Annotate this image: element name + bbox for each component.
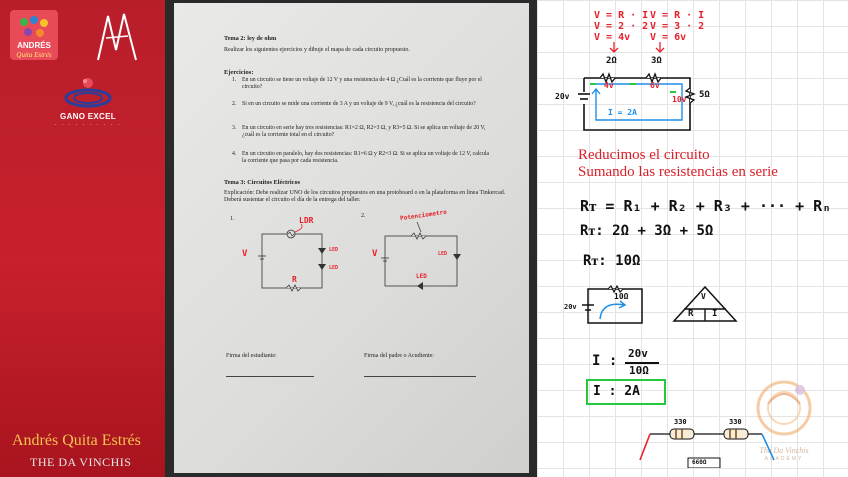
i-calc-numerator: 20v bbox=[628, 347, 648, 360]
formula-r2 bbox=[650, 10, 704, 43]
circuit2-diagram bbox=[369, 218, 479, 298]
signature-line bbox=[364, 376, 476, 377]
davinchis-logo-icon bbox=[744, 376, 824, 446]
exercise-item bbox=[232, 125, 492, 139]
watermark-sub: ACADEMY bbox=[764, 456, 804, 462]
partner-tagline: · · · · · · · · · · bbox=[54, 122, 122, 128]
formula-r1 bbox=[594, 10, 648, 43]
bottom-total-label: 660Ω bbox=[692, 459, 707, 466]
exercise-item bbox=[232, 151, 492, 165]
formula-line: V = 4v bbox=[594, 32, 631, 43]
signature-line bbox=[226, 376, 314, 377]
circuit2-v-label: V bbox=[372, 249, 378, 259]
exercise-number: 3. bbox=[232, 125, 237, 131]
series-v2-drop: 6v bbox=[650, 81, 660, 90]
exercises-label: Ejercicios: bbox=[224, 69, 254, 76]
reduced-circuit-diagram bbox=[578, 285, 648, 327]
formula-line: V = 6v bbox=[650, 32, 687, 43]
reduce-subheading: Sumando las resistencias en serie bbox=[578, 164, 778, 180]
signature-student: Firma del estudiante: bbox=[226, 353, 277, 359]
circuit2-number: 2. bbox=[361, 213, 366, 219]
davinchis-watermark bbox=[744, 376, 824, 468]
rt-formula: Rᴛ = R₁ + R₂ + R₃ + ··· + Rₙ bbox=[580, 197, 832, 215]
circuit1-number: 1. bbox=[230, 216, 235, 222]
brand-panel bbox=[0, 0, 165, 477]
series-current-label: I = 2A bbox=[608, 108, 637, 117]
circuit2-led1-label: LED bbox=[438, 251, 448, 257]
puzzle-icon bbox=[16, 14, 52, 40]
bottom-r2-label: 330 bbox=[729, 418, 742, 426]
i-calc-label: I : bbox=[592, 353, 618, 369]
formula-line: V = R · I bbox=[594, 10, 649, 21]
reduced-r-label: 10Ω bbox=[614, 292, 629, 301]
exercise-number: 4. bbox=[232, 151, 237, 157]
author-name: Andrés Quita Estrés bbox=[12, 432, 141, 449]
series-v3-drop: 10v bbox=[672, 95, 687, 104]
andres-logo bbox=[10, 10, 58, 60]
circuit1-ldr-label: LDR bbox=[299, 216, 314, 225]
exercise-text: En un circuito en serie hay tres resistencias: R1=2 Ω, R2=3 Ω, y R3=5 Ω. Si se aplica un voltaje de 20 V, ¿cuál es la corriente total en el circuito? bbox=[242, 125, 486, 138]
series-v1-drop: 4v bbox=[604, 81, 614, 90]
channel-name: THE DA VINCHIS bbox=[30, 455, 132, 469]
formula-line: V = R · I bbox=[650, 10, 705, 21]
exercise-text: En un circuito se tiene un voltaje de 12 V y una resistencia de 4 Ω ¿Cuál es la corriente que fluye por el circuito? bbox=[242, 77, 482, 90]
exercise-item bbox=[232, 101, 492, 108]
worksheet-page bbox=[174, 3, 529, 473]
signature-parent: Firma del padre o Acudiente: bbox=[364, 353, 434, 359]
circuit1-v-label: V bbox=[242, 249, 248, 259]
explanation: Explicación: Debe realizar UNO de los circuitos propuestos en una protoboard o en la plataforma en linea Tinkercad. Deberá sustentar el circuito el día de la entrega del taller. bbox=[224, 190, 506, 204]
series-r1-label: 2Ω bbox=[606, 56, 617, 66]
exercise-text: En un circuito en paralelo, hay dos resistencias: R1=6 Ω y R2=3 Ω. Si se aplica un voltaje de 12 V, calcula la corriente que pasa por cada resistencia. bbox=[242, 151, 490, 164]
series-r3-label: 5Ω bbox=[699, 90, 710, 100]
circuit2-pot-label: Potenciometro bbox=[399, 208, 448, 223]
triangle-r: R bbox=[688, 309, 694, 319]
logo-name-line2: Quita Estrés bbox=[16, 51, 52, 59]
topic3-title: Tema 3: Circuitos Eléctricos bbox=[224, 179, 301, 186]
i-result: I : 2A bbox=[593, 384, 640, 399]
circuit1-r-label: R bbox=[292, 275, 297, 284]
series-r2-label: 3Ω bbox=[651, 56, 662, 66]
exercise-text: Si en un circuito se mide una corriente de 3 A y un voltaje de 9 V, ¿cuál es la resistencia del circuito? bbox=[242, 101, 476, 107]
series-source-label: 20v bbox=[555, 92, 570, 101]
reduced-source-label: 20v bbox=[564, 303, 577, 311]
signature-mark-icon bbox=[96, 10, 140, 62]
exercise-number: 1. bbox=[232, 77, 237, 83]
bottom-r1-label: 330 bbox=[674, 418, 687, 426]
i-calc-denominator: 10Ω bbox=[629, 364, 649, 377]
rt-substitution: Rᴛ: 2Ω + 3Ω + 5Ω bbox=[580, 223, 714, 239]
triangle-i: I bbox=[712, 309, 718, 319]
partner-name: GANO EXCEL bbox=[60, 112, 116, 121]
triangle-v: V bbox=[701, 292, 706, 301]
circuit1-led1-label: LED bbox=[329, 247, 339, 253]
exercise-item bbox=[232, 77, 492, 91]
gano-excel-emblem-icon bbox=[52, 74, 124, 112]
ohm-triangle-icon bbox=[670, 285, 740, 325]
circuit1-diagram bbox=[234, 218, 344, 298]
logo-name-line1: ANDRÉS bbox=[17, 41, 51, 50]
series-circuit-diagram bbox=[570, 60, 720, 140]
gano-excel-logo bbox=[52, 74, 124, 130]
rt-result: Rᴛ: 10Ω bbox=[583, 253, 641, 269]
worksheet-photo bbox=[165, 0, 537, 477]
topic-title: Tema 2: ley de ohm bbox=[224, 35, 277, 42]
formula-arrows bbox=[594, 42, 674, 56]
circuit1-led2-label: LED bbox=[329, 265, 339, 271]
formula-line: V = 3 · 2 bbox=[650, 21, 705, 32]
reduce-heading: Reducimos el circuito bbox=[578, 147, 710, 163]
exercise-number: 2. bbox=[232, 101, 237, 107]
watermark-text: The Da Vinchis bbox=[759, 446, 809, 455]
instructions: Realizar los siguientes ejercicios y dibuje el mapa de cada circuito propuesto. bbox=[224, 47, 410, 53]
formula-line: V = 2 · 2 bbox=[594, 21, 649, 32]
circuit2-led2-label: LED bbox=[416, 273, 427, 280]
